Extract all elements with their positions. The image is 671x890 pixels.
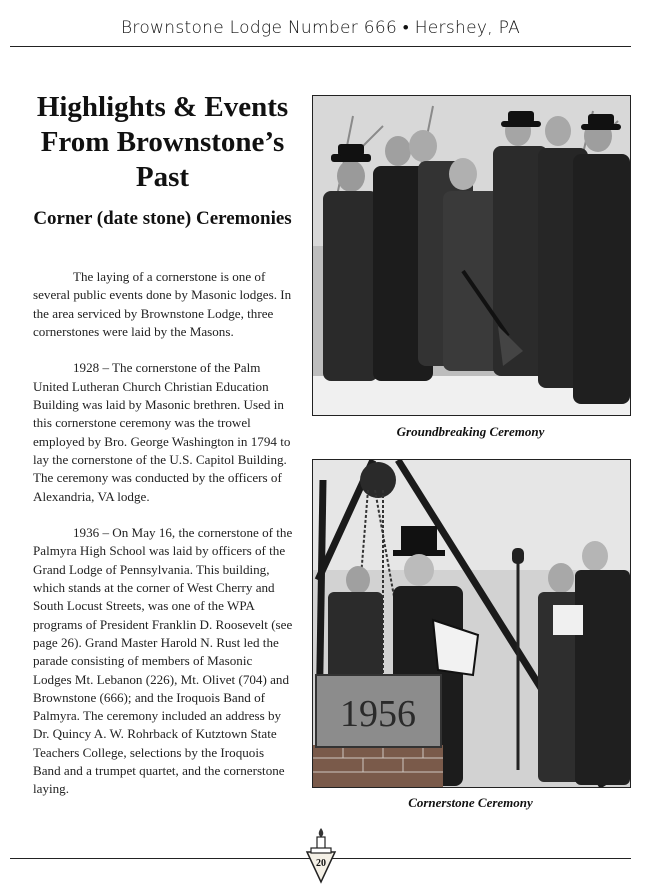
page-number: 20 [316, 858, 326, 869]
groundbreaking-caption: Groundbreaking Ceremony [396, 424, 545, 439]
candle-page-emblem-icon [305, 826, 337, 884]
running-head: Brownstone Lodge Number 666 • Hershey, PA [121, 18, 520, 38]
article-body [33, 268, 293, 817]
cornerstone-caption: Cornerstone Ceremony [408, 795, 533, 810]
section-subtitle: Corner (date stone) Ceremonies [33, 208, 292, 229]
cornerstone-photo [312, 459, 631, 788]
date-stone-text: 1956 [340, 693, 416, 735]
groundbreaking-photo-illustration [313, 96, 630, 415]
groundbreaking-photo [312, 95, 631, 416]
paragraph-intro: The laying of a cornerstone is one of several public events done by Masonic lodges. In the area serviced by Brownstone Lodge, three cornerstones were laid by the Masons. [33, 269, 292, 339]
header-rule [10, 46, 631, 47]
paragraph-1928: 1928 – The cornerstone of the Palm United Lutheran Church Christian Education Building was laid by Masonic brethren. Used in this cornerstone ceremony was the trowel employed by Bro. George Washington in 1794 to lay the cornerstone of the U.S. Capitol Building. The ceremony was conducted by the officers of Alexandria, VA lodge. [33, 360, 291, 504]
paragraph-1936: 1936 – On May 16, the cornerstone of the Palmyra High School was laid by officers of the Grand Lodge of Pennsylvania. This building, which stands at the corner of West Cherry and South Locust Streets, was one of the WPA programs of President Franklin D. Roosevelt (see page 26). Grand Master Harold N. Rust led the parade consisting of members of Masonic Lodges Mt. Lebanon (226), Mt. Olivet (704) and Brownstone (666); and the Iroquois Band of Palmyra. The ceremony included an address by Dr. Quincy A. W. Rohrback of Kutztown State Teachers College, selections by the Iroquois Band and a trumpet quartet, and the cornerstone laying. [33, 525, 293, 797]
page-title: Highlights & Events From Brownstone’s Past [36, 91, 289, 193]
cornerstone-photo-illustration [313, 460, 630, 787]
